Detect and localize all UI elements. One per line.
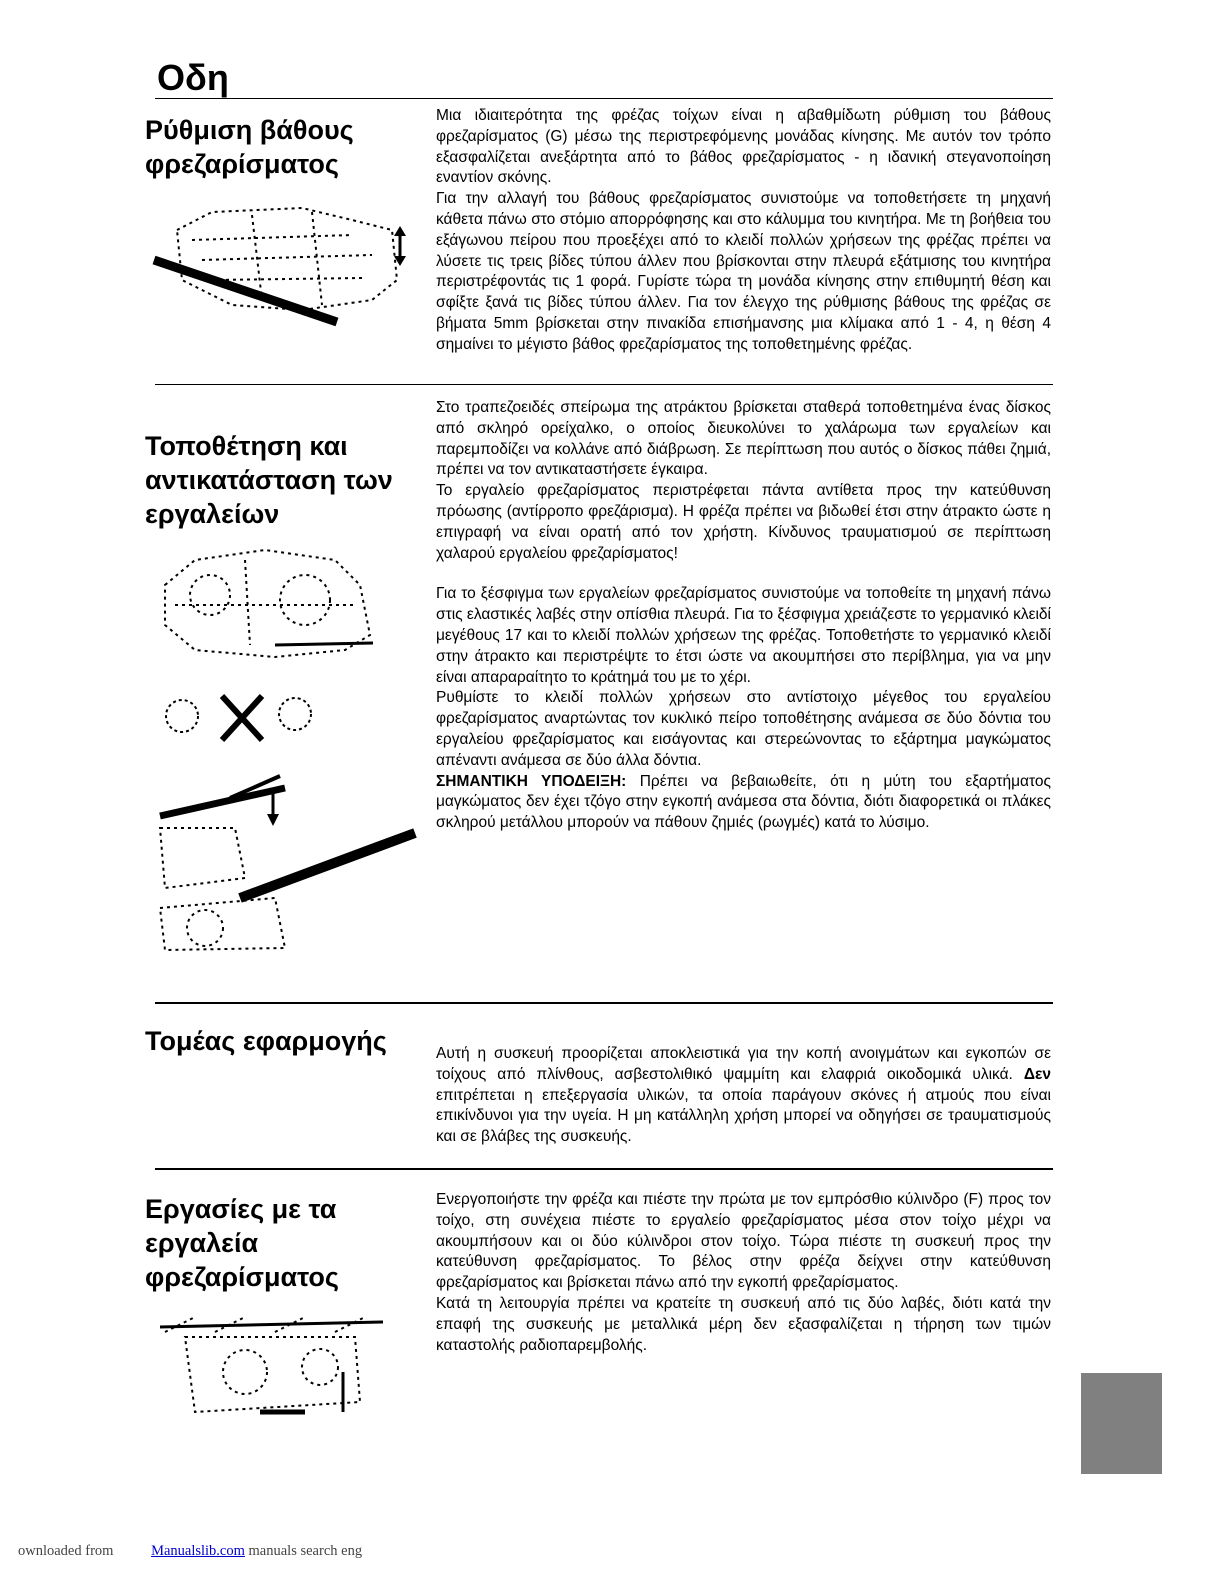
notice-text: Πρέπει να βεβαιωθείτε, ότι η μύτη του εξαρτήματος μαγκώματος δεν έχει τζόγο στην εγκοπή ανάμεσα στα δόντια, διότι διαφορετικά οι πλάκες σκληρού μετάλλου μπορούν να πάθουν ζημιές (ρωγμές) κατά το λύσιμο. [436, 772, 1051, 832]
tool-replacement-illustration-3 [155, 768, 420, 953]
paragraph: Μια ιδιαιτερότητα της φρέζας τοίχων είναι η αβαθμίδωτη ρύθμιση του βάθους φρεζαρίσματος (G) μέσω της περιστρεφόμενης μονάδας κίνησης. Με αυτόν τον τρόπο εξασφαλίζεται ανεξάρτητα από το βάθος φρεζαρίσματος - η ιδανική στεγανοποίηση εναντίον σκόνης. [436, 107, 1051, 187]
paragraph: Κατά τη λειτουργία πρέπει να κρατείτε τη συσκευή από τις δύο λαβές, διότι κατά την επαφή της συσκευής με μεταλλικά μέρη δεν εξασφαλίζεται η τήρηση των τιμών καταστολής ραδιοπαρεμβολής. [436, 1294, 1051, 1354]
tool-replacement-text [436, 398, 1051, 834]
tool-replacement-illustration-1 [155, 545, 380, 665]
depth-adjustment-illustration [152, 200, 412, 330]
paragraph: Για την αλλαγή του βάθους φρεζαρίσματος συνιστούμε να τοποθετήσετε τη μηχανή κάθετα πάνω στο στόμιο απορρόφησης και στο κάλυμμα του κινητήρα. Με τη βοήθεια του εξάγωνου πείρου που προεξέχει από το κλειδί πολλών χρήσεων της φρέζας πρέπει να λύσετε τις τρεις βίδες τύπου άλλεν που βρίσκονται στην πλευρά εξάτμισης του κινητήρα περιστρέφοντάς τις 1 φορά. Γυρίστε τώρα τη μονάδα κίνησης στην επιθυμητή θέση και σφίξτε ξανά τις βίδες τύπου άλλεν. Για τον έλεγχο της ρύθμισης βάθους της φρέζας σε βήματα 5mm βρίσκεται στην πινακίδα επισήμανσης μια κλίμακα από 1 - 4, η θέση 4 σημαίνει το μέγιστο βάθος φρεζαρίσματος της τοποθετημένης φρέζας. [436, 190, 1051, 353]
footer [18, 1543, 362, 1560]
notice-label: ΣΗΜΑΝΤΙΚΗ ΥΠΟΔΕΙΞΗ: [436, 772, 627, 790]
heading-application-area: Τομέας εφαρμογής [145, 1026, 387, 1056]
heading-depth-adjustment: Ρύθμιση βάθους φρεζαρίσματος [145, 115, 354, 179]
working-with-tools-illustration [155, 1312, 387, 1422]
section-rule [155, 1168, 1053, 1170]
text-after: επιτρέπεται η επεξεργασία υλικών, τα οποία παράγουν σκόνες ή ατμούς που είναι επικίνδυνοι για την υγεία. Η μη κατάλληλη χρήση μπορεί να οδηγήσει σε τραυματισμούς και σε βλάβες της συσκευής. [436, 1086, 1051, 1146]
application-area-text [436, 1044, 1051, 1148]
footer-suffix: manuals search eng [248, 1543, 363, 1559]
depth-adjustment-text [436, 106, 1051, 356]
paragraph: Ενεργοποιήστε την φρέζα και πιέστε την πρώτα με τον εμπρόσθιο κύλινδρο (F) προς τον τοίχο, στη συνέχεια πιέστε το εργαλείο φρεζαρίσματος μέσα στον τοίχο μέχρι να ακουμπήσουν και οι δύο κύλινδροι στον τοίχο. Τώρα πιέστε τη συσκευή προς την κατεύθυνση φρεζαρίσματος. Το βέλος στην φρέζα δείχνει στην κατεύθυνση φρεζαρίσματος και βρίσκεται πάνω από την εγκοπή φρεζαρίσματος. [436, 1191, 1051, 1292]
footer-prefix: ownloaded from [18, 1543, 114, 1559]
tool-replacement-illustration-2 [160, 688, 325, 746]
paragraph [436, 1044, 1051, 1148]
text-before: Αυτή η συσκευή προορίζεται αποκλειστικά για την κοπή ανοιγμάτων και εγκοπών σε τοίχους από πλίνθους, ασβεστολιθικό ψαμμίτη και ελαφριά οικοδομικά υλικά. [436, 1045, 1051, 1083]
page-title: Οδη [157, 57, 229, 98]
important-notice [436, 772, 1051, 834]
section-rule [155, 384, 1053, 385]
heading-tool-replacement: Τοποθέτηση και αντικατάσταση των εργαλείων [145, 431, 393, 529]
page-tab-marker [1081, 1373, 1162, 1474]
heading-working-with-tools: Εργασίες με τα εργαλεία φρεζαρίσματος [145, 1194, 339, 1292]
paragraph: Στο τραπεζοειδές σπείρωμα της ατράκτου βρίσκεται σταθερά τοποθετημένα ένας δίσκος από σκληρό ορείχαλκο, ο οποίος διευκολύνει το χαλάρωμα των εργαλείων και παρεμποδίζει να κολλάνε από διάβρωση. Σε περίπτωση που αυτός ο δίσκος πάθει ζημιά, πρέπει να τον αντικαταστήσετε έγκαιρα. [436, 399, 1051, 479]
working-with-tools-text [436, 1190, 1051, 1356]
paragraph: Ρυθμίστε το κλειδί πολλών χρήσεων στο αντίστοιχο μέγεθος του εργαλείου φρεζαρίσματος αναρτώντας τον κυκλικό πείρο τοποθέτησης ανάμεσα σε δύο δόντια του εργαλείου φρεζαρίσματος και εισάγοντας και στερεώνοντας το εξάρτημα μαγκώματος απέναντι ανάμεσα σε δύο άλλα δόντια. [436, 689, 1051, 769]
emphasis: Δεν [1023, 1065, 1051, 1083]
section-rule [155, 1002, 1053, 1004]
title-rule [155, 98, 1053, 99]
paragraph: Για το ξέσφιγμα των εργαλείων φρεζαρίσματος συνιστούμε να τοποθείτε τη μηχανή πάνω στις ελαστικές λαβές στην οπίσθια πλευρά. Για το ξέσφιγμα χρειάζεστε το γερμανικό κλειδί μεγέθους 17 και το κλειδί πολλών χρήσεων της φρέζας. Τοποθετήστε το γερμανικό κλειδί στην άτρακτο και περιστρέψτε το έτσι ώστε να ακουμπήσει στο περίβλημα, για να μην είναι απαραραίτητο το κράτημά του με το χέρι. [436, 585, 1051, 686]
footer-link[interactable]: Manualslib.com [151, 1543, 245, 1559]
paragraph: Το εργαλείο φρεζαρίσματος περιστρέφεται πάντα αντίθετα προς την κατεύθυνση πρόωσης (αντίρροπο φρεζάρισμα). Η φρέζα πρέπει να βιδωθεί έτσι στην άτρακτο ώστε η επιγραφή να είναι ορατή από τον χρήστη. Κίνδυνος τραυματισμού σε περίπτωση χαλαρού εργαλείου φρεζαρίσματος! [436, 482, 1051, 562]
